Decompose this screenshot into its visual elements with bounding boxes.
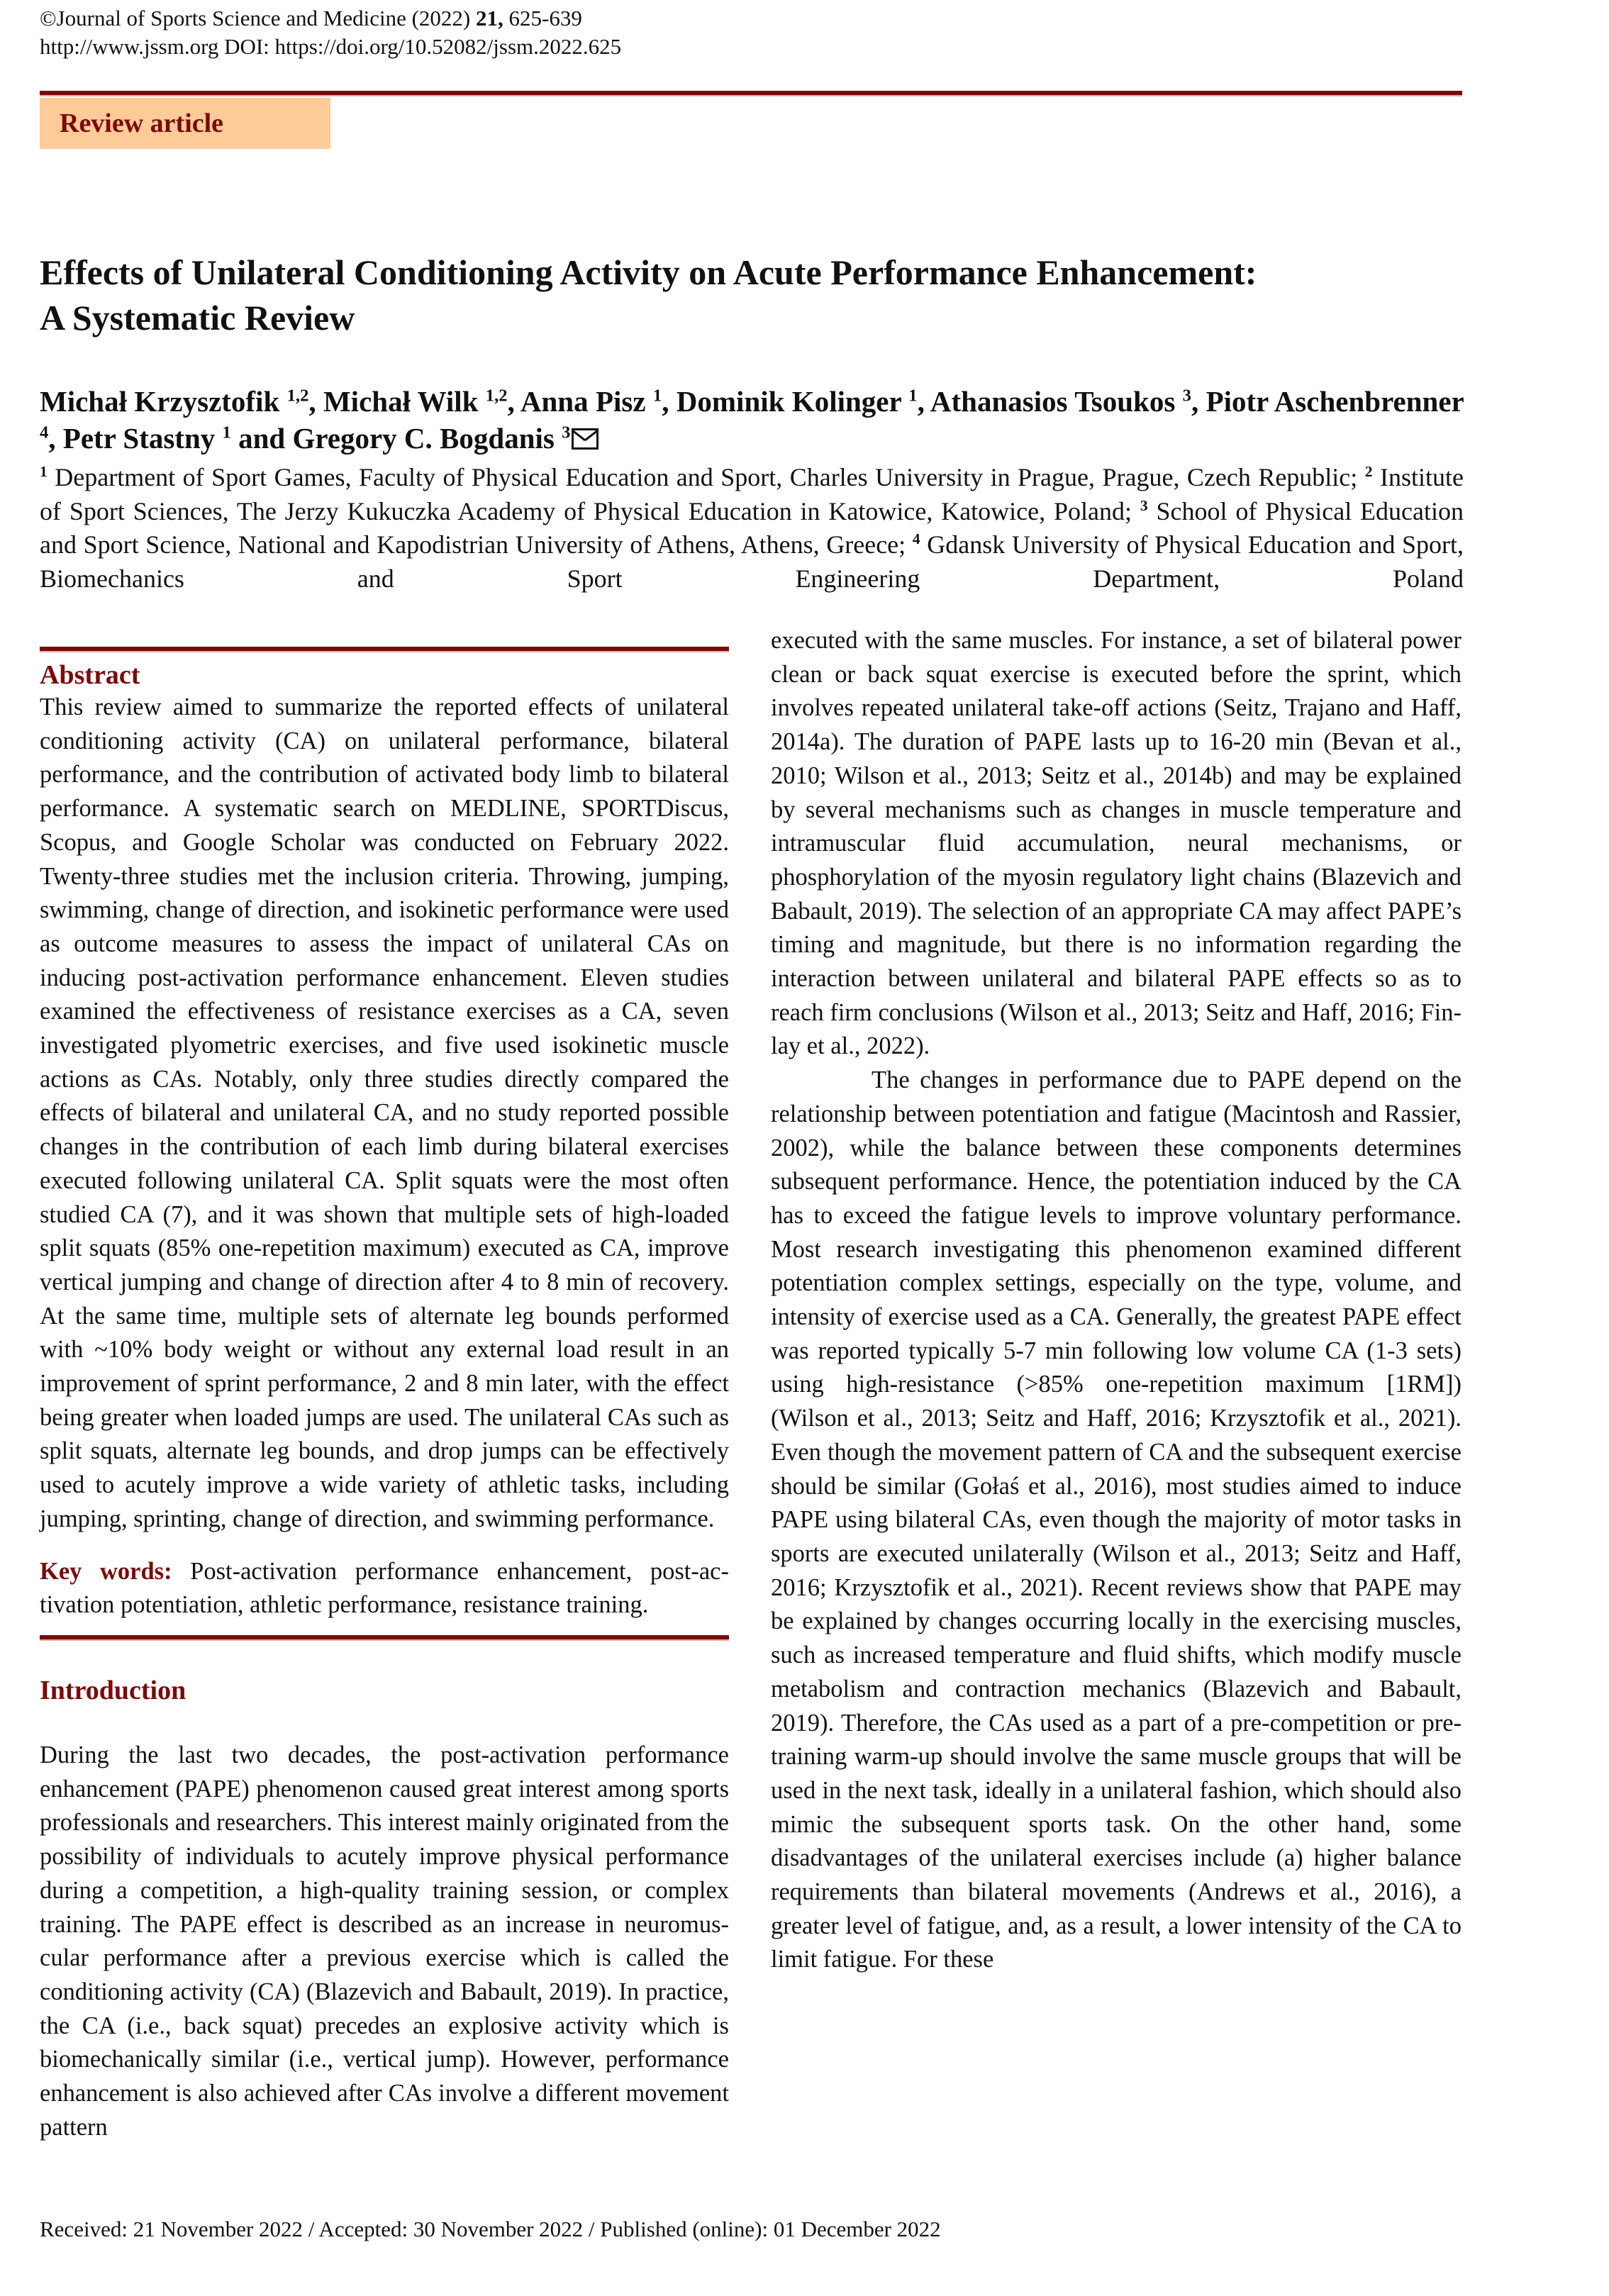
author-name: Athanasios Tsoukos [930,385,1183,418]
header-rule [40,91,1462,96]
introduction-paragraph-1: During the last two decades, the post-activation performance enhancement (PAPE) phenomenon caused great interest among sports professionals and researchers. This interest mainly originated from the possibility of individuals to acutely improve physical performance during a competition, a high-quality training session, or complex training. The PAPE effect is described as an increase in neuromuscular performance after a previous exercise which is called the conditioning activity (CA) (Blazevich and Babault, 2019). In practice, the CA (i.e., back squat) precedes an explosive activity which is biomechanically similar (i.e., vertical jump). However, performance enhancement is also achieved after CAs involve a different movement pattern [40,1741,729,2141]
introduction-paragraph-2: The changes in performance due to PAPE depend on the relationship between potentiation and fatigue (Macintosh and Rassier, 2002), while the balance between these components determines subsequent performance. Hence, the potentiation induced by the CA has to exceed the fatigue levels to improve voluntary performance. Most research investigating this phenomenon examined different potentiation complex settings, especially on the type, volume, and intensity of exercise used as a CA. Generally, the greatest PAPE effect was reported typically 5-7 min following low volume CA (1-3 sets) using high-resistance (>85% one-repetition maximum [1RM]) (Wilson et al., 2013; Seitz and Haff, 2016; Krzysztofik et al., 2021). Even though the movement pattern of CA and the subsequent exercise should be similar (Gołaś et al., 2016), most studies aimed to induce PAPE using bilateral CAs, even though the majority of motor tasks in sports are executed unilaterally (Wilson et al., 2013; Seitz and Haff, 2016; Krzysztofik et al., 2021). Recent reviews show that PAPE may be explained by changes occurring locally in the exercising muscles, such as increased temperature and fluid shifts, which modify muscle metabolism and contraction mechanics (Blazevich and Babault, 2019). Therefore, the CAs used as a part of a pre-competition or pre-training warm-up should involve the same muscle groups that will be used in the next task, ideally in a unilateral fashion, which should also mimic the subsequent sports task. On the other hand, some disadvantages of the unilateral exercises include (a) higher balance requirements than bilateral movements (Andrews et al., 2016), a greater level of fatigue, and, as a result, a lower intensity of the CA to limit fatigue. For these [771,1066,1462,1973]
author-affiliation-mark: 1 [908,386,918,406]
right-column [771,624,1462,1977]
author-separator: and [230,422,293,455]
abstract-top-rule [40,647,729,652]
author-affiliation-mark: 3 [562,423,571,442]
left-column [40,638,729,2144]
author-affiliation-mark: 1,2 [485,386,508,406]
author-name: Michał Krzysztofik [40,385,287,418]
introduction-heading: Introduction [40,1675,186,1705]
journal-pages: 625-639 [503,6,582,30]
author-separator: , [662,385,677,418]
author-name: Anna Pisz [520,385,653,418]
affiliation-number: 1 [40,463,48,480]
envelope-icon[interactable] [572,428,598,450]
affiliations [40,461,1464,596]
author-affiliation-mark: 1 [652,386,662,406]
abstract-text: This review aimed to summarize the reported effects of unilateral conditioning activity (CA) on unilateral performance, bilateral performance, and the contribution of activated body limb to bilateral performance. A systematic search on MEDLINE, SPORTDiscus, Scopus, and Google Scholar was conducted on February 2022. Twenty-three studies met the inclusion criteria. Throwing, jumping, swimming, change of direction, and isokinetic performance were used as outcome measures to assess the impact of unilateral CAs on inducing post-activation performance enhancement. Eleven studies examined the effectiveness of resistance exercises as a CA, seven investigated plyometric exercises, and five used isokinetic muscle actions as CAs. Notably, only three studies directly compared the effects of bilateral and unilateral CA, and no study reported possible changes in the contribution of each limb during bilateral exercises executed following unilateral CA. Split squats were the most often studied CA (7), and it was shown that multiple sets of high-loaded split squats (85% one-repetition maximum) executed as CA, improve vertical jumping and change of direction after 4 to 8 min of recovery. At the same time, multiple sets of alternate leg bounds performed with ~10% body weight or without any external load result in an improvement of sprint performance, 2 and 8 min later, with the effect being greater when loaded jumps are used. The unilateral CAs such as split squats, alternate leg bounds, and drop jumps can be effectively used to acutely improve a wide variety of athletic tasks, including jumping, sprinting, change of direction, and swimming performance. [40,693,729,1532]
abstract-heading: Abstract [40,660,140,690]
affiliation-text: Gdansk University of Physical Education and Sport, Biomechanics and Sport Engineering Department, Poland [40,530,1464,593]
affiliation-number: 4 [912,530,920,547]
title-line-2: A Systematic Review [40,298,355,338]
publication-dates: Received: 21 November 2022 / Accepted: 30 November 2022 / Published (online): 01 December 2022 [40,2217,941,2241]
author-affiliation-mark: 4 [40,423,49,442]
author-name: Michał Wilk [323,385,486,418]
author-name: Gregory C. Bogdanis [292,422,562,455]
journal-volume: 21, [476,6,503,30]
author-affiliation-mark: 1 [222,423,231,442]
author-name: Dominik Kolinger [676,385,909,418]
keywords-label: Key words: [40,1557,172,1585]
abstract-bottom-rule [40,1635,729,1641]
author-separator: , [1191,385,1206,418]
journal-name: ©Journal of Sports Science and Medicine (2022) [40,6,476,30]
author-list [40,383,1464,457]
article-type-label: Review article [60,108,224,138]
affiliation-text: Institute of Sport Sciences, The Jerzy Kukuczka Academy of Physical Education in Katowice, Katowice, Poland; [40,463,1464,525]
affiliation-text: School of Physical Education and Sport Science, National and Kapodistrian University of Athens, Athens, Greece; [40,496,1464,559]
author-name: Piotr Aschenbrenner [1206,385,1464,418]
affiliation-number: 2 [1364,463,1373,480]
affiliation-text: Department of Sport Games, Faculty of Physical Education and Sport, Charles University in Prague, Prague, Czech Republic; [47,463,1365,491]
author-affiliation-mark: 1,2 [286,386,309,406]
introduction-paragraph-1-cont: executed with the same muscles. For instance, a set of bilateral power clean or back squat exercise is executed before the sprint, which involves repeated unilateral take-off actions (Seitz, Trajano and Haff, 2014a). The duration of PAPE lasts up to 16-20 min (Bevan et al., 2010; Wilson et al., 2013; Seitz et al., 2014b) and may be explained by several mechanisms such as changes in muscle temperature and intramuscular fluid accumulation, neural mechanisms, or phosphorylation of the myosin regulatory light chains (Blazevich and Babault, 2019). The selection of an appropriate CA may affect PAPE’s timing and magnitude, but there is no information regarding the interaction between unilateral and bilateral PAPE effects so as to reach firm conclusions (Wilson et al., 2013; Seitz and Haff, 2016; Finlay et al., 2022). [771,627,1462,1060]
author-name: Petr Stastny [62,422,223,455]
author-separator: , [917,385,930,418]
affiliation-number: 3 [1140,496,1148,514]
author-affiliation-mark: 3 [1182,386,1191,406]
title-line-1: Effects of Unilateral Conditioning Activity on Acute Performance Enhancement: [40,252,1257,292]
journal-citation [40,4,582,33]
keywords [40,1555,729,1622]
keywords-text: Post-activation performance enhancement, post-activation potentiation, athletic performance, resistance training. [40,1557,729,1619]
author-separator: , [507,385,520,418]
author-separator: , [308,385,323,418]
author-separator: , [48,422,63,455]
journal-doi[interactable]: http://www.jssm.org DOI: https://doi.org/10.52082/jssm.2022.625 [40,34,622,59]
article-title [40,250,1465,340]
